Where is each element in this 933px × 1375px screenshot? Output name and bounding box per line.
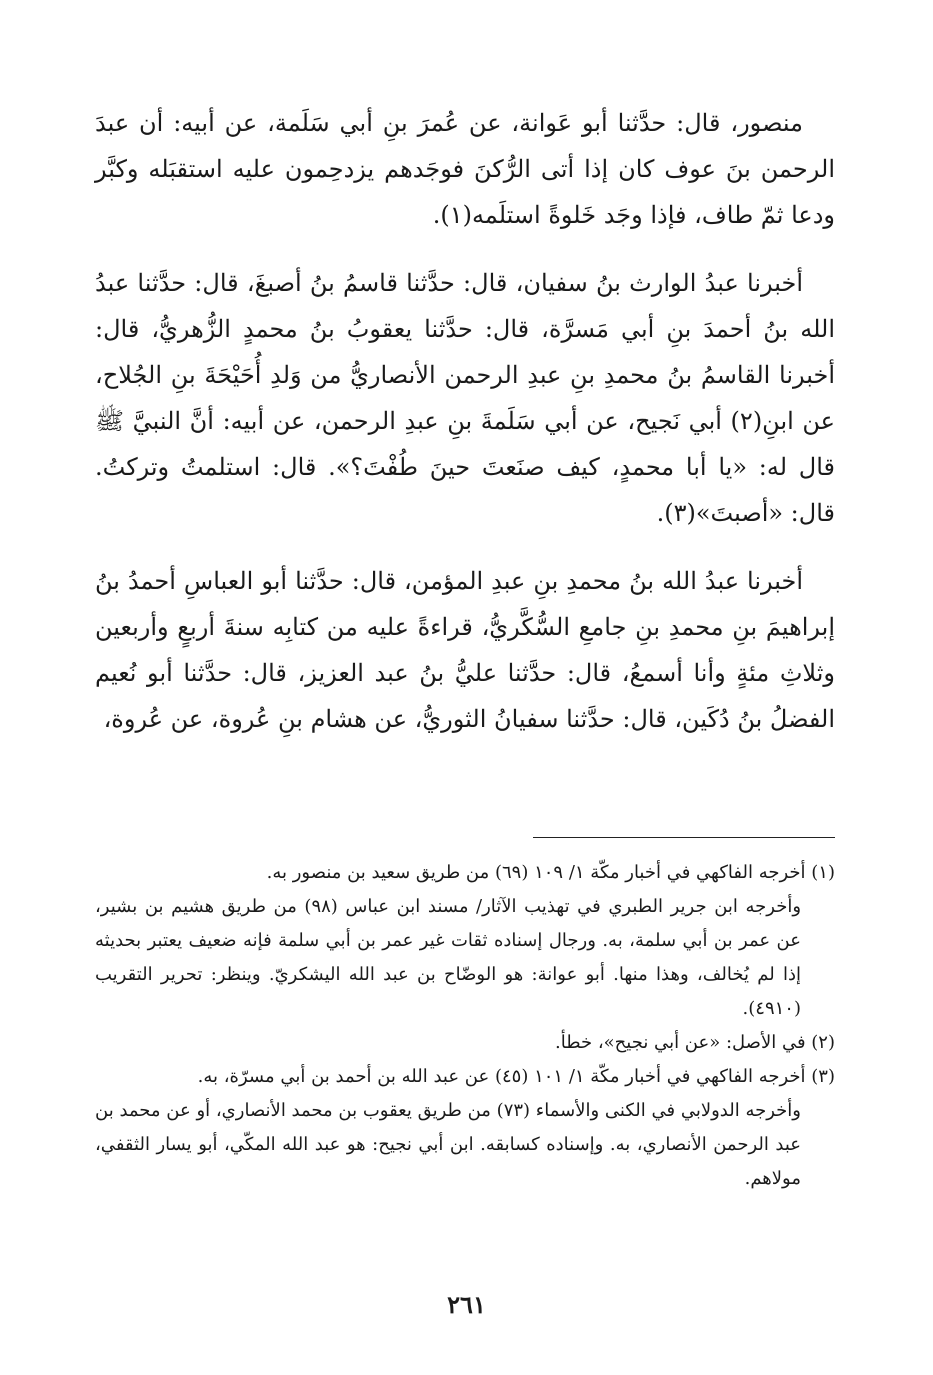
book-page <box>95 0 835 1375</box>
page-number: ٢٦١ <box>447 1290 486 1319</box>
footnote-separator <box>533 837 835 838</box>
footnote-1-continuation: وأخرجه ابن جرير الطبري في تهذيب الآثار/ مسند ابن عباس (٩٨) من طريق هشيم بن بشير، عن عمر بن أبي سلمة، به. ورجال إسناده ثقات غير عمر بن أبي سلمة فإنه ضعيف يعتبر بحديثه إذا لم يُخالف، وهذا منها. أبو عوانة: هو الوضّاح بن عبد الله اليشكريّ. وينظر: تحرير التقريب (٤٩١٠). <box>95 896 802 1019</box>
paragraph-3: أخبرنا عبدُ الله بنُ محمدِ بنِ عبدِ المؤمن، قال: حدَّثنا أبو العباسِ أحمدُ بنُ إبراهيمَ بنِ محمدِ بنِ جامعِ السُّكَّريُّ، قراءةً عليه من كتابِه سنةَ أربعٍ وأربعين وثلاثِ مئةٍ وأنا أسمعُ، قال: حدَّثنا عليُّ بنُ عبد العزيز، قال: حدَّثنا أبو نُعيم الفضلُ بنُ دُكَين، قال: حدَّثنا سفيانُ الثوريُّ، عن هشام بنِ عُروة، عن عُروة، <box>95 567 835 733</box>
footnote-3-continuation: وأخرجه الدولابي في الكنى والأسماء (٧٣) من طريق يعقوب بن محمد الأنصاري، أو عن محمد بن عبد الرحمن الأنصاري، به. وإسناده كسابقه. ابن أبي نجيح: هو عبد الله المكّي، أبو يسار الثقفي، مولاهم. <box>95 1100 801 1189</box>
footnote-2: (٢) في الأصل: «عن أبي نجيح»، خطأ. <box>555 1032 835 1053</box>
paragraph-2: أخبرنا عبدُ الوارث بنُ سفيان، قال: حدَّثنا قاسمُ بنُ أصبغَ، قال: حدَّثنا عبدُ الله بنُ أحمدَ بنِ أبي مَسرَّة، قال: حدَّثنا يعقوبُ بنُ محمدٍ الزُّهريُّ، قال: أخبرنا القاسمُ بنُ محمدِ بنِ عبدِ الرحمن الأنصاريُّ من وَلدِ أُحَيْحَةَ بنِ الجُلاح، عن ابنِ(٢) أبي نَجيح، عن أبي سَلَمةَ بنِ عبدِ الرحمن، عن أبيه: أنَّ النبيَّ ﷺ قال له: «يا أبا محمدٍ، كيف صنَعتَ حينَ طُفْتَ؟». قال: استلمتُ وتركتُ. قال: «أصبتَ»(٣). <box>95 269 835 527</box>
footnotes <box>95 856 835 1196</box>
paragraph-1: منصور، قال: حدَّثنا أبو عَوانة، عن عُمرَ بنِ أبي سَلَمة، عن أبيه: أن عبدَ الرحمن بنَ عوف كان إذا أتى الرُّكنَ فوجَدهم يزدحِمون عليه استقبَله وكبَّر ودعا ثمّ طاف، فإذا وجَد خَلوةً استلَمه(١). <box>95 109 835 229</box>
footnote-3: (٣) أخرجه الفاكهي في أخبار مكّة ١/ ١٠١ (٤٥) عن عبد الله بن أحمد بن أبي مسرّة، به. <box>197 1066 835 1087</box>
main-text <box>95 100 835 764</box>
footnote-1: (١) أخرجه الفاكهي في أخبار مكّة ١/ ١٠٩ (٦٩) من طريق سعيد بن منصور به. <box>266 862 835 883</box>
